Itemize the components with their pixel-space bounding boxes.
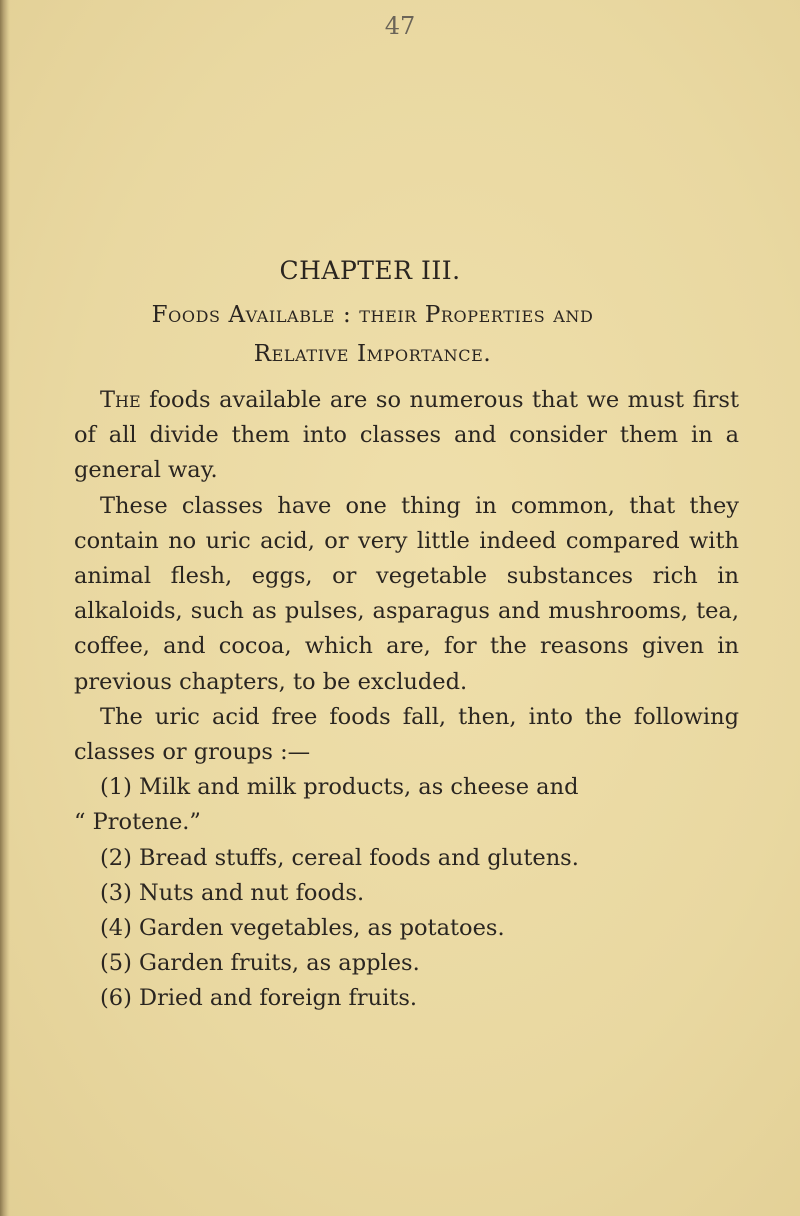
page-number: 47	[384, 12, 416, 40]
paragraph-lead-word: The	[100, 387, 141, 413]
chapter-subtitle-line-2: Relative Importance.	[253, 341, 492, 367]
paragraph-1	[74, 383, 739, 489]
list-item: (3) Nuts and nut foods.	[100, 879, 365, 906]
body-text	[74, 383, 739, 1017]
paragraph-1-text: foods available are so numerous that we must first of all divide them into classes and consider them in a general way.	[74, 387, 739, 484]
food-groups-list	[74, 770, 739, 1016]
paragraph-3: The uric acid free foods fall, then, into the following classes or groups :—	[74, 703, 739, 766]
chapter-subtitle-line-1: Foods Available : their Properties and	[151, 302, 594, 328]
list-item: (6) Dried and foreign fruits.	[100, 985, 418, 1012]
list-item-text: (1) Milk and milk products, as cheese and	[100, 774, 579, 801]
list-item: (2) Bread stuffs, cereal foods and glutens.	[100, 844, 579, 871]
list-item: (4) Garden vegetables, as potatoes.	[100, 915, 505, 942]
list-item	[74, 770, 739, 840]
paragraph-2: These classes have one thing in common, that they contain no uric acid, or very little indeed compared with animal flesh, eggs, or vegetable substances rich in alkaloids, such as pulses, asparagus and mushrooms, tea, coffee, and cocoa, which are, for the reasons given in previous chapters, to be excluded.	[74, 492, 739, 695]
chapter-title: CHAPTER III.	[279, 256, 461, 285]
page-spine-edge	[0, 0, 10, 1216]
list-item-continuation: “ Protene.”	[74, 809, 201, 836]
list-item: (5) Garden fruits, as apples.	[100, 950, 420, 977]
